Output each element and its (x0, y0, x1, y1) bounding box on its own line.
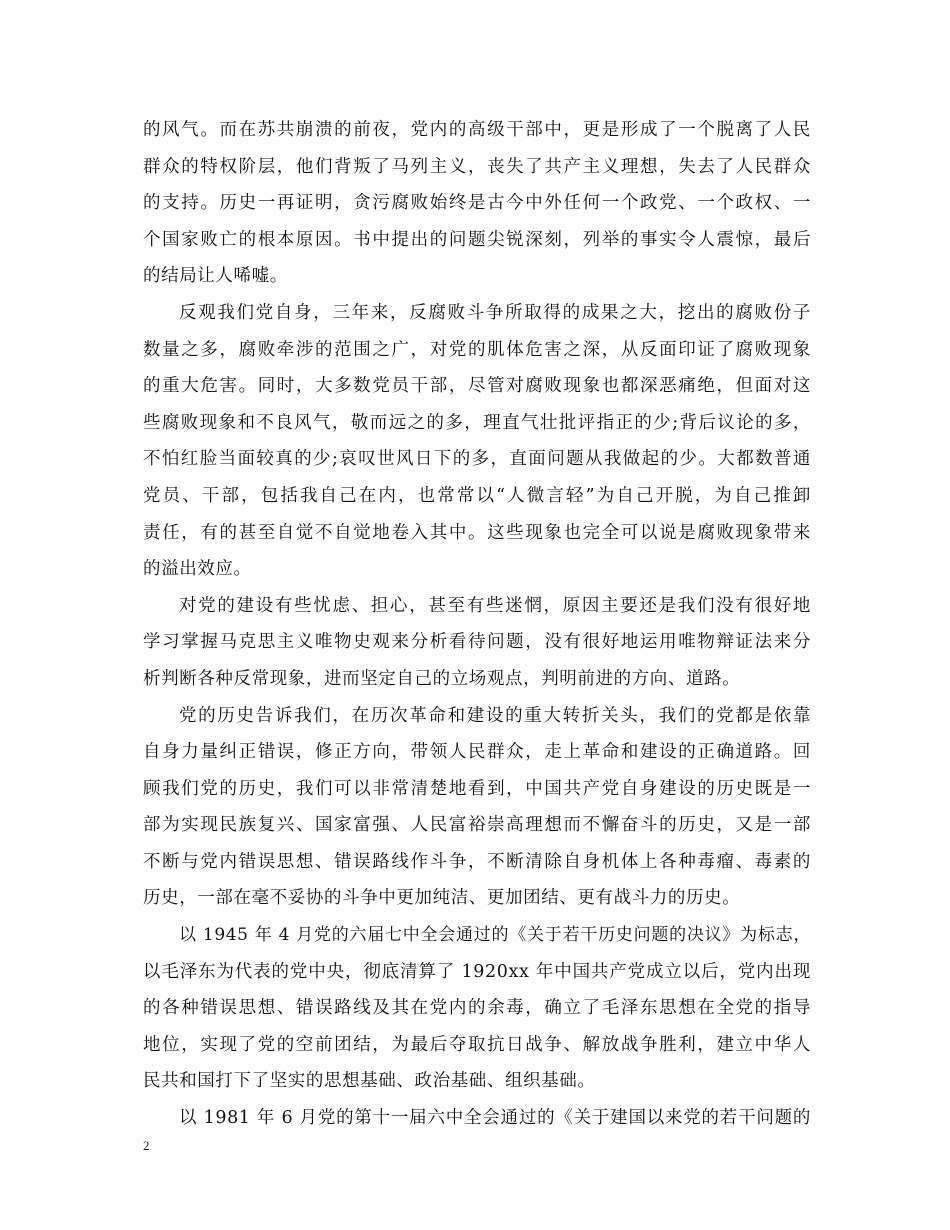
paragraph-first-line: 以 1945 年 4 月党的六届七中全会通过的《关于若干历史问题的决议》为标志， (179, 925, 811, 946)
paragraph-first-line: 以 1981 年 6 月党的第十一届六中全会通过的《关于建国以来党的若干问题的 (179, 1108, 811, 1129)
text-line: 学习掌握马克思主义唯物史观来分析看待问题，没有很好地运用唯物辩证法来分 (143, 632, 811, 653)
text-line: 的风气。而在苏共崩溃的前夜，党内的高级干部中，更是形成了一个脱离了人民 (143, 120, 811, 140)
text-line: 的重大危害。同时，大多数党员干部，尽管对腐败现象也都深恶痛绝，但面对这 (143, 376, 811, 397)
text-line: 数量之多，腐败牵涉的范围之广，对党的肌体危害之深，从反面印证了腐败现象 (143, 339, 811, 360)
text-line: 地位，实现了党的空前团结，为最后夺取抗日战争、解放战争胜利，建立中华人 (143, 1034, 811, 1055)
text-line: 些腐败现象和不良风气，敬而远之的多，理直气壮批评指正的少;背后议论的多， (143, 412, 811, 433)
text-line: 部为实现民族复兴、国家富强、人民富裕崇高理想而不懈奋斗的历史，又是一部 (143, 815, 811, 836)
paragraph-first-line: 党的历史告诉我们，在历次革命和建设的重大转折关头，我们的党都是依靠 (179, 705, 811, 726)
text-line: 不怕红脸当面较真的少;哀叹世风日下的多，直面问题从我做起的少。大都数普通 (143, 449, 811, 470)
text-line: 的结局让人唏嘘。 (143, 266, 288, 287)
page-number: 2 (143, 1138, 150, 1153)
text-line: 不断与党内错误思想、错误路线作斗争，不断清除自身机体上各种毒瘤、毒素的 (143, 851, 811, 872)
text-line: 历史，一部在毫不妥协的斗争中更加纯洁、更加团结、更有战斗力的历史。 (143, 888, 741, 909)
text-line: 的溢出效应。 (143, 559, 252, 580)
text-line: 党员、干部，包括我自己在内，也常常以“人微言轻”为自己开脱，为自己推卸 (143, 485, 811, 506)
text-line: 个国家败亡的根本原因。书中提出的问题尖锐深刻，列举的事实令人震惊，最后 (143, 229, 811, 250)
text-line: 顾我们党的历史，我们可以非常清楚地看到，中国共产党自身建设的历史既是一 (143, 778, 811, 799)
body-text (143, 112, 811, 1137)
text-line: 的各种错误思想、错误路线及其在党内的余毒，确立了毛泽东思想在全党的指导 (143, 998, 811, 1019)
paragraph-first-line: 反观我们党自身，三年来，反腐败斗争所取得的成果之大，挖出的腐败份子 (179, 302, 811, 323)
text-line: 以毛泽东为代表的党中央，彻底清算了 1920xx 年中国共产党成立以后，党内出现 (143, 961, 811, 982)
text-line: 自身力量纠正错误，修正方向，带领人民群众，走上革命和建设的正确道路。回 (143, 742, 811, 763)
text-line: 的支持。历史一再证明，贪污腐败始终是古今中外任何一个政党、一个政权、一 (143, 193, 811, 214)
text-line: 责任，有的甚至自觉不自觉地卷入其中。这些现象也完全可以说是腐败现象带来 (143, 522, 811, 543)
paragraph-first-line: 对党的建设有些忧虑、担心，甚至有些迷惘，原因主要还是我们没有很好地 (179, 595, 811, 616)
text-line: 析判断各种反常现象，进而坚定自己的立场观点，判明前进的方向、道路。 (143, 668, 741, 689)
text-line: 民共和国打下了坚实的思想基础、政治基础、组织基础。 (143, 1071, 596, 1092)
text-line: 群众的特权阶层，他们背叛了马列主义，丧失了共产主义理想，失去了人民群众 (143, 156, 811, 177)
